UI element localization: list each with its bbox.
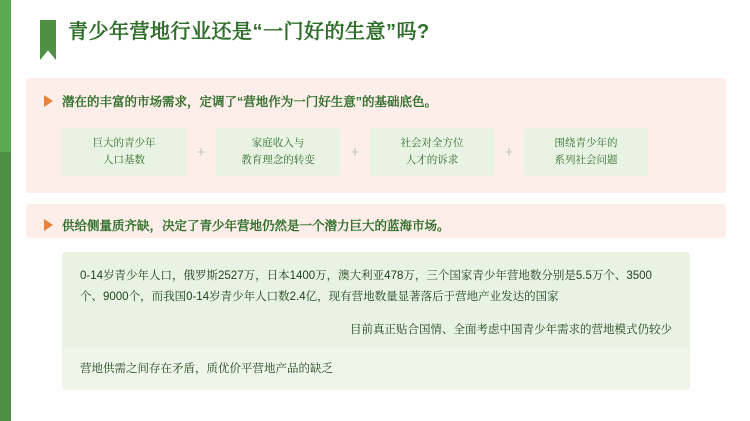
triangle-bullet-icon	[44, 95, 53, 107]
driver-card	[524, 128, 648, 176]
driver-card-label: 巨大的青少年 人口基数	[92, 137, 156, 166]
supply-model-note: 目前真正贴合国情、全面考虑中国青少年需求的营地模式仍较少	[350, 324, 672, 336]
slide-title-group	[40, 18, 430, 60]
supply-conclusion-block	[62, 348, 690, 390]
plus-separator-icon: +	[504, 143, 514, 161]
driver-card-row	[62, 128, 648, 176]
section-1-heading-label: 潜在的丰富的市场需求，定调了“营地作为一门好生意”的基础底色。	[62, 95, 438, 109]
driver-card	[370, 128, 494, 176]
bookmark-flag-icon	[40, 20, 56, 60]
page-title: 青少年营地行业还是“一门好的生意”吗?	[68, 21, 430, 43]
left-accent-bar-top	[0, 0, 11, 152]
plus-separator-icon: +	[350, 143, 360, 161]
driver-card	[216, 128, 340, 176]
plus-separator-icon: +	[196, 143, 206, 161]
section-2-heading-label: 供给侧量质齐缺，决定了青少年营地仍然是一个潜力巨大的蓝海市场。	[62, 219, 450, 233]
triangle-bullet-icon	[44, 219, 53, 231]
driver-card-label: 社会对全方位 人才的诉求	[400, 137, 464, 166]
supply-conclusion-text: 营地供需之间存在矛盾，质优价平营地产品的缺乏	[80, 363, 333, 375]
driver-card	[62, 128, 186, 176]
left-accent-bar-bottom	[0, 152, 11, 421]
section-1-heading	[44, 92, 437, 110]
driver-card-label: 围绕青少年的 系列社会问题	[554, 137, 618, 166]
supply-stats-paragraph: 0-14岁青少年人口，俄罗斯2527万，日本1400万，澳大利亚478万，三个国家青少年营地数分别是5.5万个、3500个、9000个，而我国0-14岁青少年人口数2.4亿，现有营地数量显著落后于营地产业发达的国家	[80, 270, 652, 303]
section-2-heading	[44, 216, 450, 234]
driver-card-label: 家庭收入与 教育理念的转变	[241, 137, 315, 166]
supply-stats-block	[62, 252, 690, 355]
